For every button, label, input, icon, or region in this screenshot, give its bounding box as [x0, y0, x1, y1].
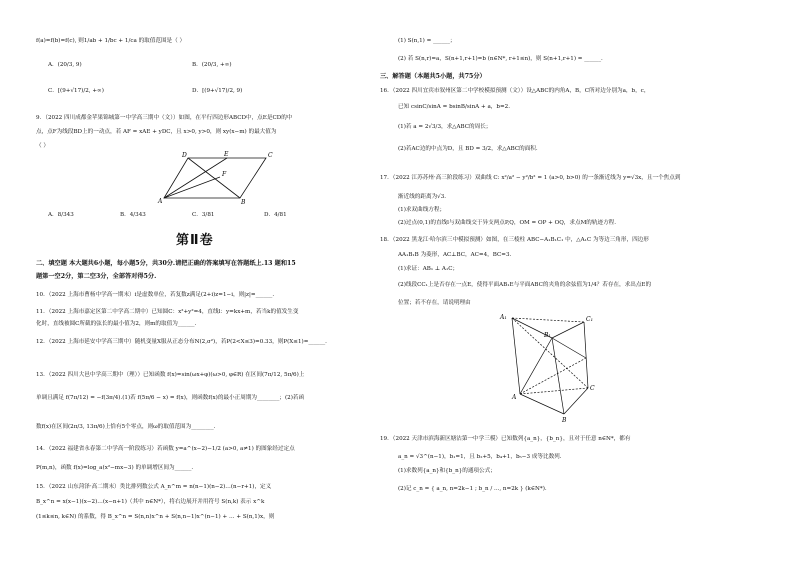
- label-b: B: [241, 199, 246, 206]
- q9-option-c: C．3/81: [192, 212, 215, 218]
- q15-line-2: B_x^n = x(x−1)(x−2)…(x−n+1)（其中 n∈N*），将右边展开并用符号 S(n,k) 表示 x^k: [36, 499, 265, 505]
- q13-line-2: 单调且满足 f(7π/12) = −f(3π/4).(1)若 f(5π/6 − x) = f(x)，则函数f(x)的最小正周期为________；(2)若函: [36, 395, 305, 401]
- q16-line-1: 16．（2022 四川宜宾市叙州区第二中学校模拟预测（文））设△ABC的内角A，B，C所对边分别为a，b，c，: [380, 88, 650, 94]
- edge-c1-c: [584, 322, 588, 388]
- label-a1: A₁: [500, 314, 507, 321]
- q16-line-2: 已知 csinC/sinA = bsinB/sinA + a，b=2.: [398, 104, 510, 110]
- q10: 10．（2022 上海市曹杨中学高一期末）i是虚数单位，若复数z满足(2+i)z=1−i，则|z|=______.: [36, 292, 275, 298]
- label-a: A: [158, 198, 163, 205]
- q18-line-4: (2)线段CC₁上是否存在一点E，使得平面AB₁E与平面ABC的夹角的余弦值为1/4？若存在，求出点E的: [398, 282, 652, 288]
- section-3-heading: 三、解答题（本题共5小题，共75分）: [380, 73, 486, 80]
- label-e: E: [224, 151, 229, 158]
- q14-line-1: 14．（2022 福建省永春第二中学高一阶段练习）若函数 y=a^(x−2)−1/2 (a>0, a≠1) 的图象经过定点: [36, 446, 295, 452]
- edge-a1-a: [512, 318, 520, 394]
- label-c1: C₁: [586, 316, 593, 323]
- q17-line-3: (1)求双曲线方程；: [398, 207, 446, 213]
- q18-line-3: (1)求证：AB₁ ⊥ A₁C；: [398, 266, 459, 272]
- q15-part-2: (2) 若 S(n,r)=a，S(n+1,r+1)=b (n∈N*, r+1≤n)，则 S(n+1,r+1) = ______.: [398, 56, 603, 62]
- q13-line-1: 13．（2022 四川大邑中学高三期中（理））已知函数 f(x)=sin(ωx+φ)(ω>0, φ∈R) 在区间(7π/12, 5π/6)上: [36, 372, 305, 378]
- q9-option-b: B．4/343: [120, 212, 146, 218]
- label-b1: B₁: [544, 332, 551, 339]
- q15-part-1: (1) S(n,1) = ______；: [398, 38, 456, 44]
- label-a-prism: A: [512, 394, 517, 401]
- q14-line-2: P(m,n)，函数 f(x)=log_a(x²−mx−3) 的单调增区间为______.: [36, 465, 194, 471]
- section-2-heading-line-1: 二、填空题 本大题共6小题，每小题5分，共30分.请把正确的答案填写在答题纸上.13 题和15: [36, 260, 296, 267]
- q9-option-a: A．8/343: [48, 212, 74, 218]
- q11-line-2: 化时，直线被圆C所截的弦长的最小值为2，则m的取值为______.: [36, 321, 197, 327]
- q17-line-4: (2)过点(0,1)的直线l与双曲线交于异支两点P,Q，OM = OP + OQ，求点M的轨迹方程.: [398, 220, 617, 226]
- q9-line-1: 9．（2022 四川成都金苹果锦城第一中学高三期中（文））如图，在平行四边形ABCD中，点E是CD的中: [36, 115, 293, 121]
- q17-line-2: 渐近线的距离为√3.: [398, 194, 447, 200]
- edge-b1-c1: [552, 322, 584, 338]
- parallelogram-figure: [158, 151, 294, 206]
- q9-option-d: D．4/81: [264, 212, 287, 218]
- edge-b1-b: [552, 338, 564, 414]
- q18-line-1: 18．（2022 黑龙江·哈尔滨三中模拟预测）如图，在三棱柱 ABC−A₁B₁C₁ 中，△A₁C 为等边三角形，四边形: [380, 237, 649, 243]
- label-f: F: [222, 171, 227, 178]
- diag-a1-c: [512, 318, 588, 388]
- q17-line-1: 17．（2022 江苏苏州·高三阶段练习）双曲线 C: x²/a² − y²/b² = 1 (a>0, b>0) 的一条渐近线为 y=√3x，且一个焦点到: [380, 175, 681, 181]
- q8-option-c: C．[(9+√17)/2, +∞): [48, 88, 104, 94]
- q18-line-5: 位置；若不存在，请说明理由: [398, 300, 471, 306]
- q12: 12．（2022 上海市延安中学高三期中）随机变量X服从正态分布N(2,σ²)，若P(2<X≤3)=0.33，则P(X≤1)=______.: [36, 339, 327, 345]
- q18-line-2: AA₁B₁B 为菱形，AC⊥BC，AC=4，BC=3.: [398, 252, 512, 258]
- label-c-prism: C: [590, 385, 595, 392]
- q8-stem-tail: f(a)=f(b)=f(c), 则1/ab + 1/bc + 1/ca 的取值范围是（ ）: [36, 38, 186, 44]
- q8-option-a: A．(20/3, 9): [48, 62, 82, 68]
- label-d: D: [182, 152, 187, 159]
- q8-option-b: B．(20/3, +∞): [192, 62, 232, 68]
- q19-line-1: 19．（2022 天津市滨海新区塘沽第一中学三模）已知数列{a_n}，{b_n}，且对于任意 n∈N*，都有: [380, 436, 631, 442]
- q16-line-3: (1)若 a = 2√3/3，求△ABC的周长；: [398, 124, 492, 130]
- q15-line-3: (1≤k≤n, k∈N) 的系数，得 B_x^n = S(n,n)x^n + S(n,n−1)x^(n−1) + … + S(n,1)x，则: [36, 514, 275, 520]
- section-title-volume-2: 第Ⅱ卷: [176, 233, 214, 248]
- q19-line-3: (1)求数列{a_n}和{b_n}的通项公式；: [398, 468, 496, 474]
- q9-line-2: 点，点F为线段BD上的一动点，若 AF = xAE + yDC，且 x>0, y>0，则 xy(x−m) 的最大值为: [36, 129, 277, 135]
- edge-a1-c1: [512, 318, 584, 322]
- q8-option-d: D．[(9+√17)/2, 9): [192, 88, 243, 94]
- edge-a-c: [520, 388, 588, 394]
- q19-line-4: (2)记 c_n = { a_n, n=2k−1 ; b_n / ..., n=2k } (k∈N*).: [398, 486, 547, 492]
- q13-line-3: 数f(x)在区间(2π/3, 13π/6)上恰有5个零点，则ω的取值范围为________.: [36, 424, 216, 430]
- section-2-heading-line-2: 题第一空2分，第二空3分，全部答对得5分.: [36, 273, 157, 280]
- diag-b1-e: [552, 338, 586, 358]
- edge-b-c: [564, 388, 588, 414]
- label-b-prism: B: [562, 417, 567, 424]
- q16-line-4: (2)若AC边的中点为D，且 BD = 3/2，求△ABC的面积.: [398, 146, 538, 152]
- edge-a-b: [520, 394, 564, 414]
- triangular-prism-figure: [500, 314, 598, 424]
- q9-line-3: （ ）: [36, 143, 49, 149]
- q19-line-2: a_n = √3^(n−1)，b₁=1，且 b₂+5，b₄+1，b₅−3 成等比数列.: [398, 454, 562, 460]
- q11-line-1: 11．（2022 上海市嘉定区第二中学高二期中）已知圆C：x²+y²=4，直线l：y=kx+m，若当k的值发生变: [36, 309, 299, 315]
- label-c: C: [268, 152, 273, 159]
- q15-line-1: 15．（2022 山东菏泽·高二期末）类比排列数公式 A_n^m = n(n−1)(n−2)…(n−r+1)，定义: [36, 484, 272, 490]
